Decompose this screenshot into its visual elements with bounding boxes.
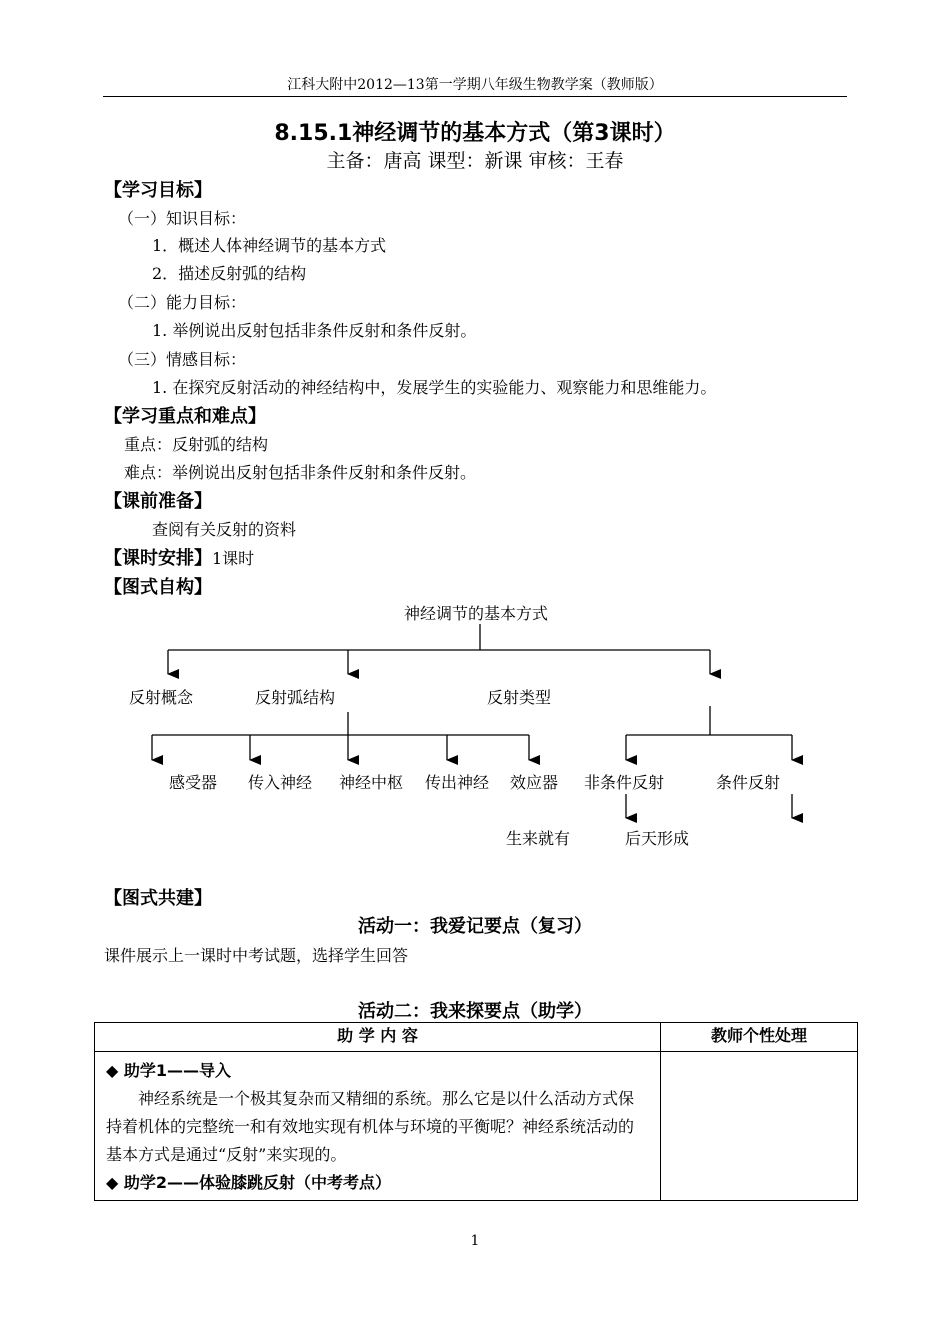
col-content-header: 助 学 内 容 [95,1023,661,1052]
item1-text: 神经系统是一个极其复杂而又精细的系统。那么它是以什么活动方式保持着机体的完整统一和有效地实现有机体与环境的平衡呢？神经系统活动的基本方式是通过“反射”来实现的。 [106,1089,635,1164]
col-teacher-header: 教师个性处理 [661,1023,858,1052]
diagram-arc-center: 神经中枢 [338,773,404,792]
schedule-text: 1课时 [212,549,255,568]
diagram-root: 神经调节的基本方式 [403,604,549,623]
activity1-text: 课件展示上一课时中考试题，选择学生回答 [104,946,409,965]
objectives-heading: 【学习目标】 [104,180,212,201]
item2-title: ◆ 助学2——体验膝跳反射（中考考点） [106,1173,392,1192]
activity2-title: 活动二：我来探要点（助学） [358,1001,592,1022]
key-point: 重点：反射弧的结构 [124,435,269,454]
activity2-table [94,1022,858,1201]
preparation-text: 查阅有关反射的资料 [152,520,297,539]
knowledge-item-1: 1．概述人体神经调节的基本方式 [152,236,387,255]
ability-item-1: 1. 举例说出反射包括非条件反射和条件反射。 [152,321,477,340]
item1-title: ◆ 助学1——导入 [106,1061,232,1080]
diagram-arc-efferent: 传出神经 [424,773,490,792]
ability-label: （二）能力目标： [118,293,247,312]
knowledge-label: （一）知识目标： [118,209,247,228]
build-heading: 【图式共建】 [104,888,212,909]
diagram-innate-note: 生来就有 [505,829,571,848]
table-header-row [95,1023,858,1052]
diagram-reflex-concept: 反射概念 [128,688,194,707]
emotion-label: （三）情感目标： [118,350,247,369]
preparation-heading: 【课前准备】 [104,491,212,512]
diagram-unconditioned-reflex: 非条件反射 [583,773,665,792]
page-number: 1 [470,1233,480,1249]
activity1-title: 活动一：我爱记要点（复习） [358,916,592,937]
knowledge-item-2: 2．描述反射弧的结构 [152,264,307,283]
diagram-heading: 【图式自构】 [104,577,212,598]
emotion-item-1: 1. 在探究反射活动的神经结构中，发展学生的实验能力、观察能力和思维能力。 [152,378,717,397]
page-subtitle: 主备：唐高 课型：新课 审核：王春 [326,150,624,172]
difficult-point: 难点：举例说出反射包括非条件反射和条件反射。 [124,463,477,482]
diagram-arc-receptor: 感受器 [168,773,218,792]
table-row [95,1052,858,1201]
page-header: 江科大附中2012—13第一学期八年级生物教学案（教师版） [287,77,663,93]
diagram-reflex-arc: 反射弧结构 [254,688,336,707]
keypoints-heading: 【学习重点和难点】 [104,406,266,427]
schedule-heading: 【课时安排】 [104,548,212,569]
diagram-conditioned-reflex: 条件反射 [715,773,781,792]
teacher-notes-cell[interactable] [661,1052,858,1201]
diagram-acquired-note: 后天形成 [624,829,690,848]
page-title: 8.15.1神经调节的基本方式（第3课时） [274,121,676,146]
diagram-reflex-types: 反射类型 [486,688,552,707]
diagram-arc-afferent: 传入神经 [247,773,313,792]
diagram-arc-effector: 效应器 [509,773,559,792]
content-cell [95,1052,661,1201]
